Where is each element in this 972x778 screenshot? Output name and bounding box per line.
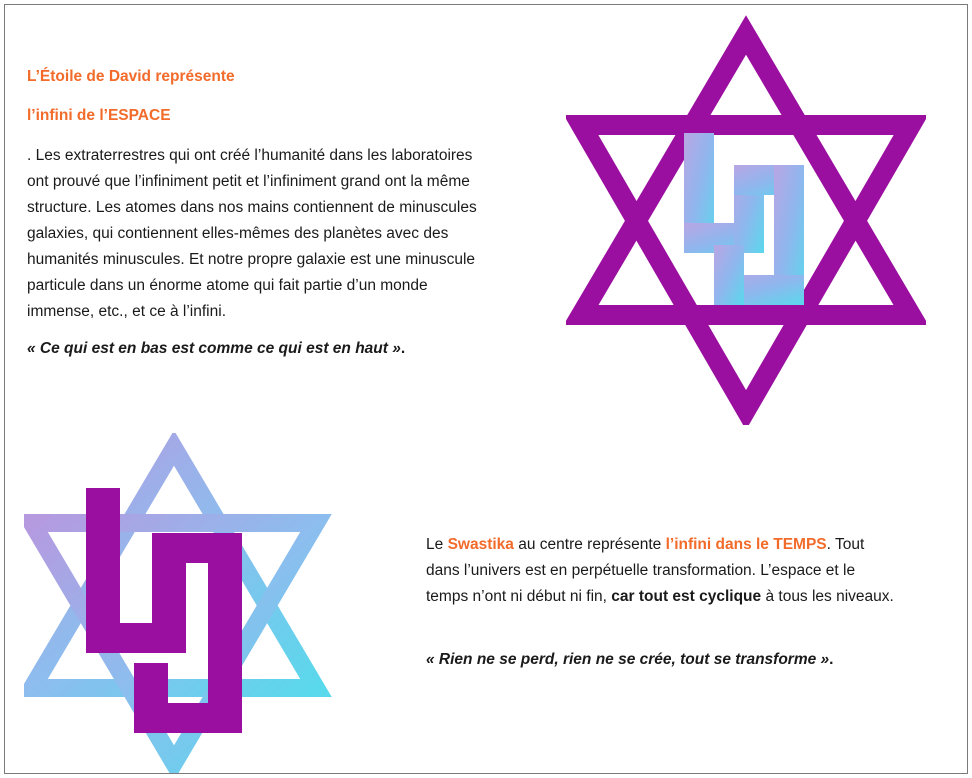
section1-heading-line2: l’infini de l’ESPACE <box>27 107 171 124</box>
section1-paragraph: . Les extraterrestres qui ont créé l’humanité dans les laboratoires ont prouvé que l’infiniment petit et l’infiniment grand ont la même structure. Les atomes dans nos mains contiennent de minuscules galaxies, qui contiennent elles-mêmes des planètes avec des humanités minuscules. Et notre propre galaxie est une minuscule particule dans un énorme atome qui fait partie d’un monde immense, etc., et ce à l’infini. <box>27 147 477 320</box>
section2-quote <box>426 651 833 669</box>
section1-quote-end: . <box>400 340 406 357</box>
swastika-term: Swastika <box>447 536 514 553</box>
section2-quote-end: . <box>829 651 834 668</box>
section2-after: . Tout dans l’univers est en perpétuelle transformation. L’espace et le temps n’ont ni début ni fin, <box>426 536 865 605</box>
section2-middle: au centre représente <box>513 536 666 553</box>
star-swastika-cosmic-emblem-icon <box>24 433 334 773</box>
infini-temps-term: l’infini dans le TEMPS <box>665 536 827 553</box>
section2-intro: Le <box>426 536 448 553</box>
section2-paragraph <box>426 532 896 610</box>
cyclique-bold: car tout est cyclique <box>611 588 762 605</box>
section2-quote-text: « Rien ne se perd, rien ne se crée, tout se transforme » <box>426 651 830 668</box>
section1-quote <box>27 340 405 358</box>
section2-end: à tous les niveaux. <box>761 588 894 605</box>
section1-quote-text: « Ce qui est en bas est comme ce qui est en haut » <box>27 340 401 357</box>
section1-heading-line1: L’Étoile de David représente <box>27 68 235 85</box>
star-swastika-emblem-icon <box>566 15 926 425</box>
